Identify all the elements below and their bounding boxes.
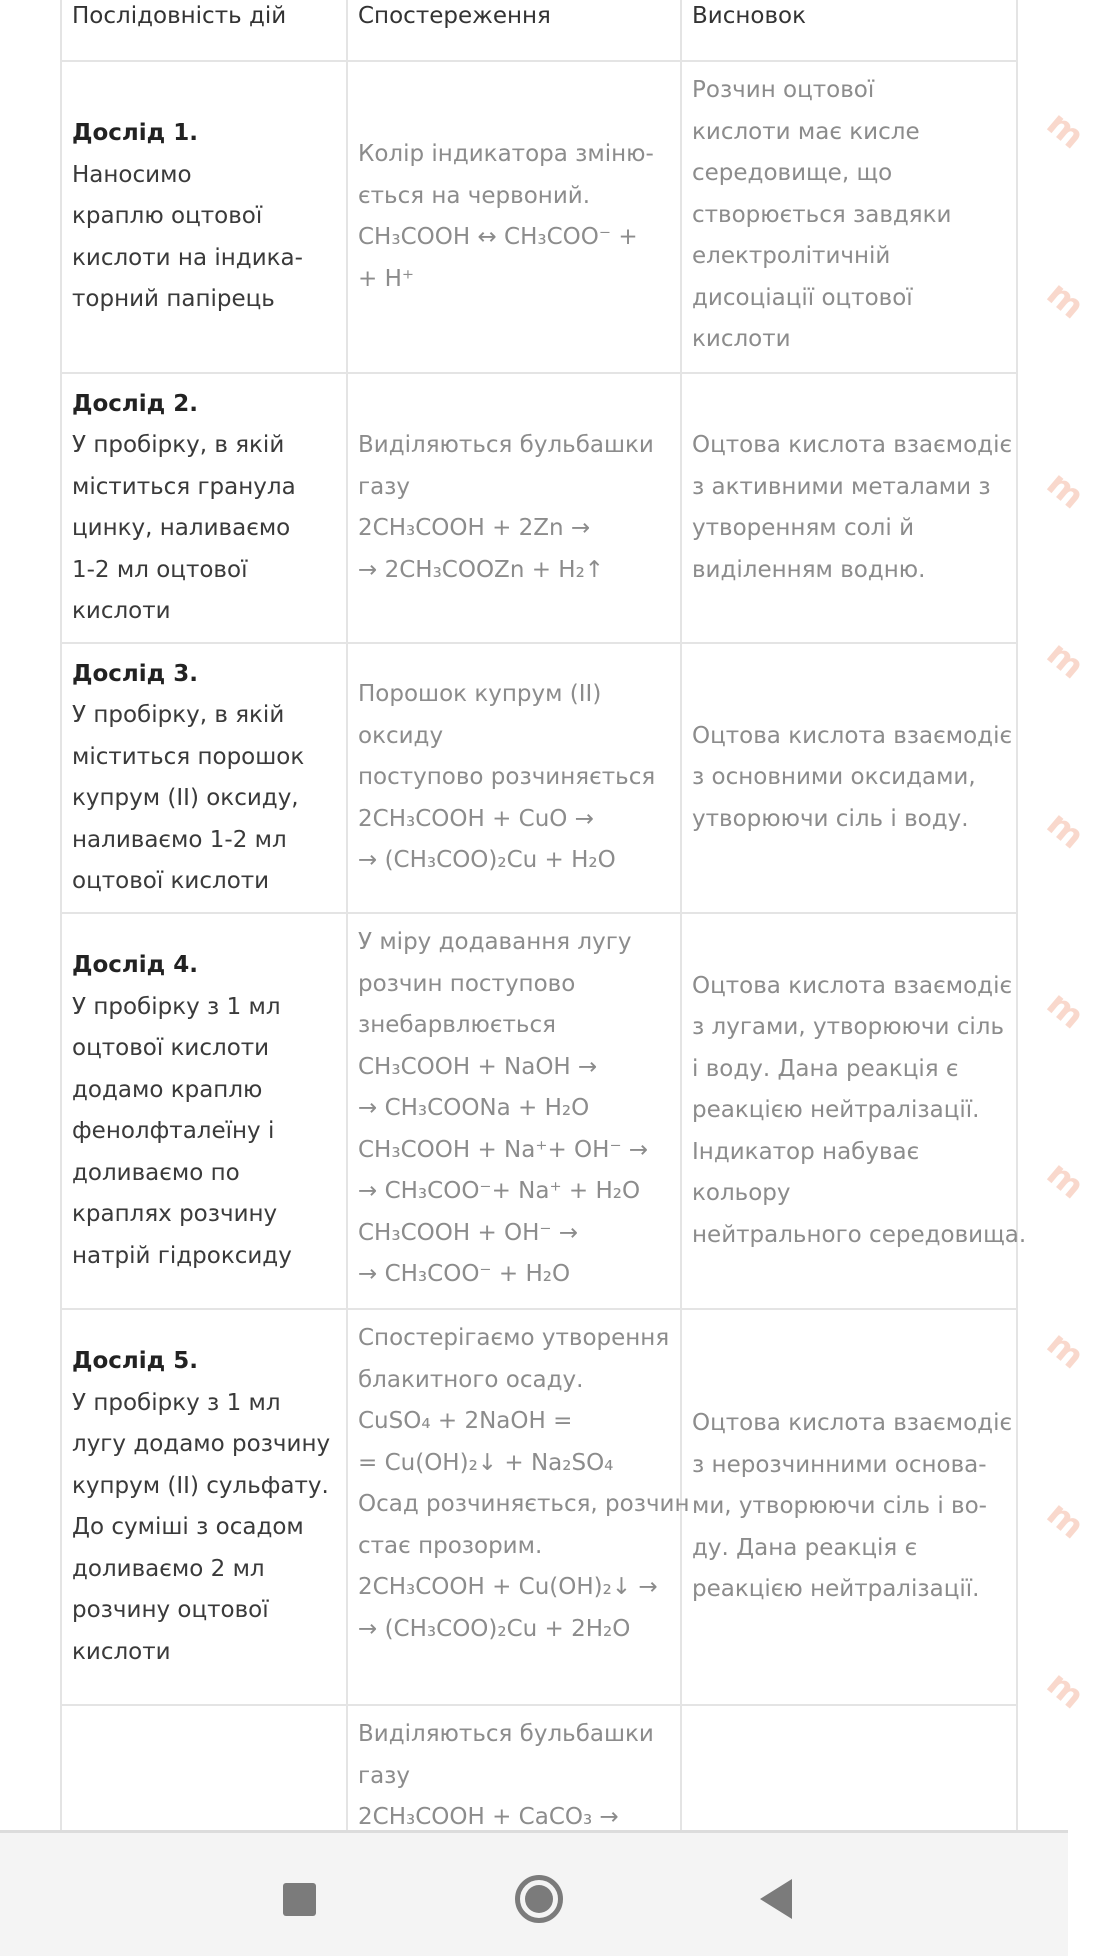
step-line: кислоти [72,598,171,624]
watermark-mark: m [1038,1663,1092,1718]
step-line: лугу додамо розчину [72,1431,331,1457]
conclusion-line: нейтрального середовища. [692,1221,1027,1248]
experiment-title: Дослід 2. [72,390,198,417]
observation-line: 2CH₃COOH + Cu(OH)₂↓ → [358,1574,658,1600]
step-line: До суміші з осадом [72,1514,304,1540]
observation-line: знебарвлюється [358,1012,556,1038]
conclusion-line: з активними металами з [692,473,991,500]
android-navigation-bar [0,1830,1068,1956]
table-row [61,373,1017,643]
cell-steps [61,1705,347,1848]
observation-line: 2CH₃COOH + CuO → [358,805,594,832]
step-line: фенолфталеїну і [72,1118,275,1144]
cell-observation [347,61,681,373]
table-header-row [61,0,1017,61]
cell-conclusion [681,373,1017,643]
step-line: торний папірець [72,286,275,313]
watermark-mark: m [1038,463,1092,518]
cell-steps [61,913,347,1309]
observation-line: газу [358,1762,411,1789]
conclusion-line: Оцтова кислота взаємодіє [692,722,1013,749]
conclusion-line: утворенням солі й [692,515,915,541]
watermark-mark: m [1038,983,1092,1038]
conclusion-line: виділенням водню. [692,556,926,583]
header-steps: Послідовність дій [61,0,347,61]
step-line: У пробірку з 1 мл [72,993,281,1020]
cell-observation [347,1705,681,1848]
conclusion-line: реакцією нейтралізації. [692,1576,980,1603]
conclusion-line: з нерозчинними основа- [692,1451,987,1478]
conclusion-line: Розчин оцтової [692,77,875,103]
cell-observation [347,1309,690,1705]
home-circle-icon[interactable] [515,1875,563,1923]
observation-line: блакитного осаду. [358,1366,584,1393]
observation-line: CuSO₄ + 2NaOH = [358,1408,573,1434]
observation-line: 2CH₃COOH + CaCO₃ → [358,1804,619,1830]
observation-line: поступово розчиняється [358,764,656,791]
observation-line: Спостерігаємо утворення [358,1325,670,1351]
step-line: додамо краплю [72,1076,263,1103]
step-line: кислоти на індика- [72,244,303,271]
observation-line: → CH₃COONa + H₂O [358,1095,590,1121]
conclusion-line: ми, утворюючи сіль і во- [692,1493,987,1520]
step-line: краплях розчину [72,1201,278,1227]
conclusion-line: утворюючи сіль і воду. [692,805,969,832]
step-line: купрум (ІІ) сульфату. [72,1472,329,1499]
step-line: краплю оцтової [72,203,263,230]
watermark-mark: m [1038,273,1092,328]
conclusion-line: кольору [692,1180,791,1207]
conclusion-line: кислоти [692,326,791,352]
table-row [61,913,1017,1309]
observation-line: Осад розчиняється, розчин [358,1491,690,1517]
cell-steps [61,643,347,913]
table-row [61,1309,1017,1705]
conclusion-line: Оцтова кислота взаємодіє [692,432,1013,458]
conclusion-line: з лугами, утворюючи сіль [692,1014,1005,1041]
observation-line: 2CH₃COOH + 2Zn → [358,515,591,541]
step-line: У пробірку, в якій [72,432,285,458]
experiment-table [60,0,1027,1849]
conclusion-line: електролітичній [692,243,891,269]
step-line: натрій гідроксиду [72,1242,292,1269]
experiment-title: Дослід 4. [72,952,198,978]
conclusion-line: і воду. Дана реакція є [692,1055,959,1082]
cell-conclusion [681,61,1017,373]
observation-line: стає прозорим. [358,1532,543,1559]
cell-observation [347,643,681,913]
step-line: купрум (ІІ) оксиду, [72,785,299,811]
watermark-mark: m [1038,1153,1092,1208]
conclusion-line: Оцтова кислота взаємодіє [692,1410,1013,1437]
cell-conclusion [681,913,1027,1309]
table-row [61,1705,1017,1848]
back-triangle-icon[interactable] [760,1879,792,1919]
observation-line: ється на червоний. [358,182,591,209]
observation-line: CH₃COOH + OH⁻ → [358,1219,579,1246]
observation-line: газу [358,473,411,500]
conclusion-line: кислоти має кисле [692,118,920,145]
cell-conclusion [681,1705,1017,1848]
cell-steps [61,61,347,373]
step-line: наливаємо 1-2 мл [72,826,287,853]
observation-line: CH₃COOH ↔ CH₃COO⁻ + [358,224,638,250]
home-inner-dot [525,1885,553,1913]
observation-line: CH₃COOH + NaOH → [358,1053,598,1080]
conclusion-line: Оцтова кислота взаємодіє [692,972,1013,999]
table-row [61,643,1017,913]
step-line: 1-2 мл оцтової [72,556,248,583]
step-line: У пробірку з 1 мл [72,1389,281,1416]
conclusion-line: середовище, що [692,160,893,186]
step-line: Наносимо [72,161,192,188]
step-line: оцтової кислоти [72,1035,270,1061]
watermark-mark: m [1038,1323,1092,1378]
cell-observation [347,913,681,1309]
conclusion-line: створюється завдяки [692,201,952,228]
step-line: цинку, наливаємо [72,515,291,541]
observation-line: оксиду [358,722,444,749]
observation-line: → (CH₃COO)₂Cu + H₂O [358,847,616,874]
cell-steps [61,373,347,643]
observation-line: Колір індикатора зміню- [358,141,654,167]
watermark-mark: m [1038,103,1092,158]
cell-observation [347,373,681,643]
experiment-title: Дослід 1. [72,120,198,147]
table-row [61,61,1017,373]
observation-line: → 2CH₃COOZn + H₂↑ [358,556,605,583]
observation-line: Виділяються бульбашки [358,432,654,458]
step-line: розчину оцтової [72,1597,269,1623]
header-conclusion: Висновок [681,0,1017,61]
step-line: кислоти [72,1638,171,1665]
observation-line: → (CH₃COO)₂Cu + 2H₂O [358,1615,631,1642]
step-line: міститься порошок [72,743,305,770]
step-line: У пробірку, в якій [72,702,285,728]
experiment-title: Дослід 5. [72,1348,198,1374]
observation-line: → CH₃COO⁻+ Na⁺ + H₂O [358,1178,641,1204]
conclusion-line: ду. Дана реакція є [692,1534,918,1561]
watermark-mark: m [1038,1493,1092,1548]
conclusion-line: реакцією нейтралізації. [692,1097,980,1124]
observation-line: + H⁺ [358,265,415,292]
observation-line: Виділяються бульбашки [358,1721,654,1747]
experiment-title: Дослід 3. [72,660,198,687]
recents-square-icon[interactable] [283,1883,316,1916]
step-line: міститься гранула [72,473,296,500]
observation-line: розчин поступово [358,970,576,997]
watermark-mark: m [1038,633,1092,688]
header-observation: Спостереження [347,0,681,61]
watermark-mark: m [1038,803,1092,858]
observation-line: Порошок купрум (ІІ) [358,681,602,708]
observation-line: = Cu(OH)₂↓ + Na₂SO₄ [358,1449,614,1476]
observation-line: → CH₃COO⁻ + H₂O [358,1261,571,1287]
step-line: доливаємо по [72,1159,240,1186]
cell-conclusion [681,643,1017,913]
cell-steps [61,1309,347,1705]
conclusion-line: з основними оксидами, [692,764,976,791]
step-line: доливаємо 2 мл [72,1555,265,1582]
observation-line: У міру додавання лугу [358,929,632,955]
conclusion-line: Індикатор набуває [692,1138,920,1165]
cell-conclusion [681,1309,1017,1705]
observation-line: CH₃COOH + Na⁺+ OH⁻ → [358,1136,649,1163]
step-line: оцтової кислоти [72,868,270,894]
conclusion-line: дисоціації оцтової [692,284,913,311]
